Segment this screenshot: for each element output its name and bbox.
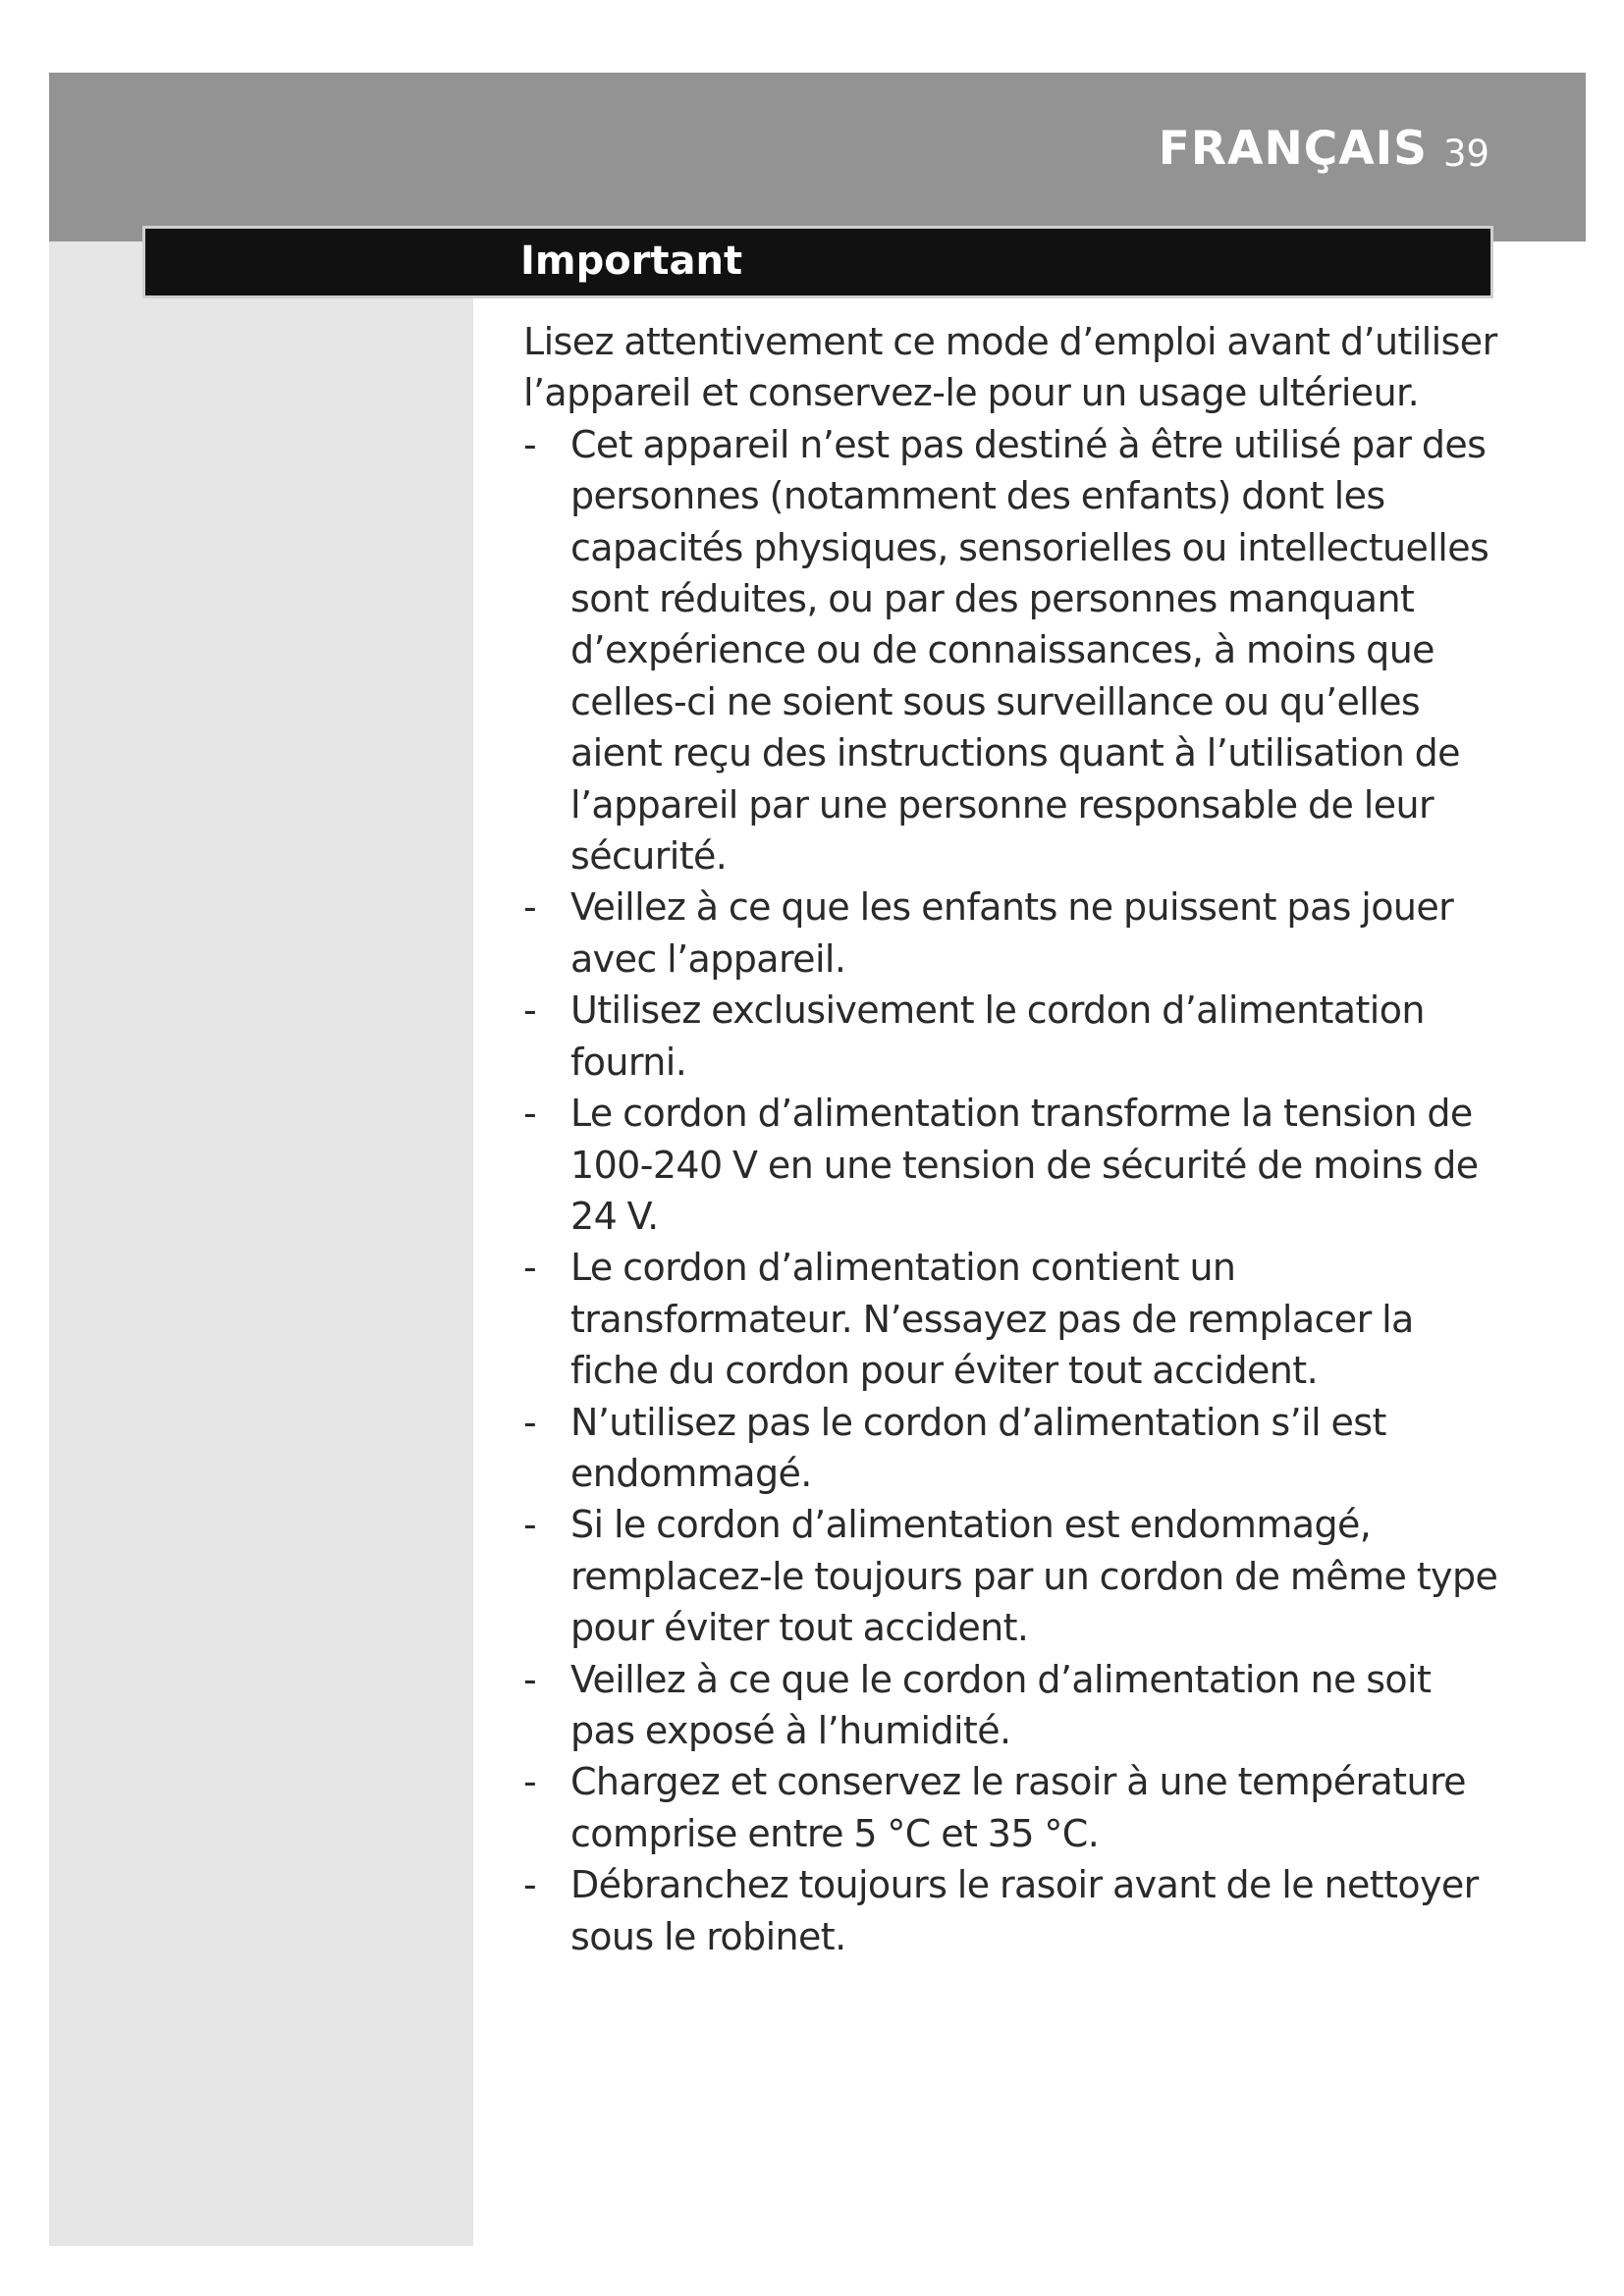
bullet-dash: -	[523, 885, 537, 930]
list-item-text: Veillez à ce que les enfants ne puissent pas jouer avec l’appareil.	[570, 885, 1454, 981]
list-item	[523, 1756, 1505, 1859]
bullet-dash: -	[523, 422, 537, 466]
list-item-text: Utilisez exclusivement le cordon d’alimentation fourni.	[570, 988, 1425, 1084]
bullet-dash: -	[523, 1503, 537, 1547]
list-item	[523, 1859, 1505, 1962]
list-item	[523, 985, 1505, 1088]
list-item-text: Veillez à ce que le cordon d’alimentation ne soit pas exposé à l’humidité.	[570, 1657, 1432, 1752]
bullet-dash: -	[523, 1760, 537, 1804]
bullet-dash: -	[523, 1863, 537, 1907]
section-heading-bar	[145, 229, 1490, 295]
list-item-text: Le cordon d’alimentation contient un transformateur. N’essayez pas de remplacer la fiche du cordon pour éviter tout accident.	[570, 1246, 1414, 1393]
bullet-dash: -	[523, 1657, 537, 1701]
list-item	[523, 881, 1505, 985]
intro-paragraph: Lisez attentivement ce mode d’emploi avant d’utiliser l’appareil et conservez-le pour un usage ultérieur.	[523, 320, 1497, 415]
header-language: FRANÇAIS	[1158, 122, 1428, 176]
list-item-text: Cet appareil n’est pas destiné à être utilisé par des personnes (notamment des enfants) dont les capacités physiques, sensorielles ou intellectuelles sont réduites, ou par des personnes manquant d’expérience ou de connaissances, à moins que celles-ci ne soient sous surveillance ou qu’elles aient reçu des instructions quant à l’utilisation de l’appareil par une personne responsable de leur sécurité.	[570, 422, 1489, 879]
main-content	[523, 316, 1505, 1962]
list-item-text: N’utilisez pas le cordon d’alimentation s’il est endommagé.	[570, 1400, 1386, 1495]
list-item-text: Si le cordon d’alimentation est endommagé, remplacez-le toujours par un cordon de même type pour éviter tout accident.	[570, 1503, 1498, 1650]
section-title: Important	[520, 239, 743, 284]
safety-list	[523, 419, 1505, 1962]
bullet-dash: -	[523, 988, 537, 1033]
list-item	[523, 1499, 1505, 1653]
list-item	[523, 1397, 1505, 1500]
bullet-dash: -	[523, 1400, 537, 1444]
list-item	[523, 1088, 1505, 1242]
list-item	[523, 419, 1505, 882]
list-item-text: Débranchez toujours le rasoir avant de le nettoyer sous le robinet.	[570, 1863, 1479, 1958]
bullet-dash: -	[523, 1092, 537, 1136]
list-item	[523, 1654, 1505, 1757]
left-margin-panel	[49, 241, 473, 2246]
page-number: 39	[1443, 133, 1490, 175]
bullet-dash: -	[523, 1246, 537, 1290]
list-item-text: Le cordon d’alimentation transforme la tension de 100-240 V en une tension de sécurité de moins de 24 V.	[570, 1092, 1479, 1238]
list-item-text: Chargez et conservez le rasoir à une température comprise entre 5 °C et 35 °C.	[570, 1760, 1466, 1855]
list-item	[523, 1242, 1505, 1396]
